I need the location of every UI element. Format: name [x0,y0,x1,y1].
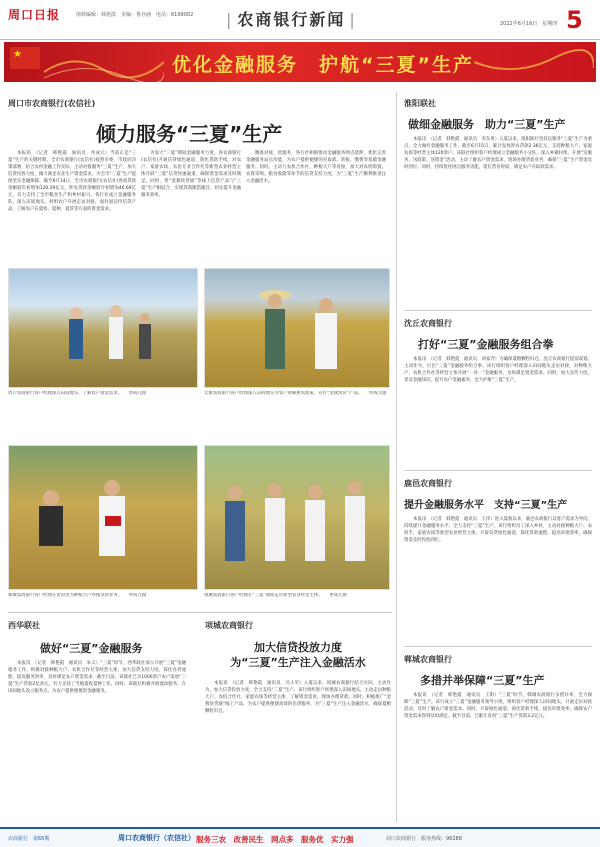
article2-title: 做细金融服务 助力“三夏”生产 [408,118,566,131]
article2-body: 本报讯 （记者 韩艳霞 通讯员 李东勇）入夏以来，淮阳联社坚持以服务“三夏”生产为重点，全力做好金融服务工作。截至6月15日，累计发放涉农贷款2.36亿元，支持种粮大户、家庭农场等经营主体120余户。该联社组织客户经理成立金融服务小分队，深入乡镇村组，开展“送服务、送政策、送资金”活动，主动了解农户资金需求，现场办理贷款业务，确保“三夏”生产资金及时到位。同时，持续优化网点服务功能，延长营业时间，满足农户存取款需求。 [404,137,592,170]
section-title: | 农商银行新闻 | [226,7,357,30]
article7-body: 本报讯 （记者 韩艳霞 通讯员 王阳）“三夏”时节，郸城农商银行多措并举，全力保障“三夏”生产。该行成立“三夏”金融服务领导小组，组织客户经理深入田间地头，开展走访对接活动，及时了解农户资金需求。同时，开辟绿色通道，简化贷款手续，提高审批效率，确保农户资金需求得到及时满足。截至目前，已累计发放“三夏”生产贷款3.2亿元。 [404,693,592,719]
column-divider [396,92,397,822]
article3-title: 打好“三夏”金融服务组合拳 [418,338,554,351]
divider-right1 [404,310,592,311]
article1-photo4 [204,445,390,590]
footer-hotline: 周口农商银行 服务热线：96288 [386,836,462,842]
topic-banner [4,42,596,82]
article3-bank: 沈丘农商银行 [404,319,452,328]
party-flag-icon: ★ [10,47,40,69]
article6-bank: 项城农商银行 [205,621,253,630]
page-header [0,0,600,40]
footer-bank-logo: 周口农商银行（农信社） [118,834,195,842]
article1-photo3 [8,445,198,590]
issue-date: 2022年6月16日 星期四 [500,21,558,27]
banner-headline: 优化金融服务 护航“三夏”生产 [172,54,474,76]
article1-bank: 周口市农商银行(农信社) [8,99,96,108]
article6-title: 加大信贷投放力度 为“三夏”生产注入金融活水 [230,641,366,669]
article1-caption4: 项城农商银行客户经理在“三夏”期间走访新型农业经营主体。 单成元摄 [204,593,347,598]
article5-bank: 西华联社 [8,621,40,630]
article1-photo2 [204,268,390,388]
newspaper-logo: 周口日报 [8,8,61,22]
banner-decoration-right [474,42,594,82]
article6-body: 本报讯 （记者 韩艳霞 通讯员 冯小军）入夏以来，项城农商银行结合实际，主动作为，加大信贷投放力度，全力支持“三夏”生产。该行组织客户经理深入田间地头，主动走访种粮大户、农机合作社、家庭农场等经营主体，了解资金需求，现场办理贷款。同时，积极推广“金燕快贷通”线上产品，为农户提供便捷高效的信贷服务，为“三夏”生产注入金融活水，确保夏粮颗粒归仓。 [205,681,391,714]
article1-caption1: 周口农商银行客户经理深入田间地头，了解农户资金需求。 单成元摄 [8,391,147,396]
article1-caption3: 郸城农商银行客户经理在麦田里为种粮大户办理贷款业务。 单成元摄 [8,593,147,598]
article4-title: 提升金融服务水平 支持“三夏”生产 [404,500,568,511]
article4-body: 本报讯 （记者 韩艳霞 通讯员 王洋）进入夏收以来，鹿邑农商银行以客户需求为导向，持续提升金融服务水平，全力支持“三夏”生产。该行组织员工深入乡村，主动对接种粮大户、农机手、家庭农场等新型农业经营主体，开辟信贷绿色通道，简化贷款流程，提高审批效率，确保资金及时投放到位。 [404,517,592,543]
article1-body-col1: 本报讯 （记者 韩艳霞 通讯员 单成元）当前正是“三夏”生产的关键时期，全市农商银行(农信社)按照市委、市政府决策部署，结合农村金融工作实际，主动对接服务“三夏”生产，加大信贷投放力度，倾力满足农业生产资金需求，为全市“三夏”生产提供坚实金融保障。截至6月14日，全市农商银行(农信社)各项贷款余额较年初增加120.29亿元，涉农贷款余额较年初增加46.69亿元，有力支持了全市粮食生产和乡村振兴。各行社成立金融服务队，深入田间地头、村组农户开展走访对接，面对面宣传信贷产品，了解农户在夏收、夏种、夏管等方面的资金需求。 [8,151,136,212]
article5-body: 本报讯 （记者 韩艳霞 通讯员 朱义）“三夏”时节，西华联社深入开展“三夏”金融服务工作，积极对接种粮大户、农机合作社等经营主体，加大信贷支持力度，简化办贷流程，提高服务效率，及时满足农户资金需求。截至目前，该联社已为1000余户农户发放“三夏”生产贷款2亿余元，有力支持了当地夏收夏种工作。同时，该联社积极开展流动服务，在田间地头设立服务点，为农户提供便捷的金融服务。 [8,661,186,694]
divider-right3 [404,646,592,647]
editor-meta: 值班编辑：韩艳霞 美编：鲁亦涵 电话：6199002 [76,12,194,18]
banner-decoration [44,42,164,82]
page-footer [0,827,600,847]
article2-bank: 淮阳联社 [404,99,436,108]
article1-photo1 [8,268,198,388]
article1-caption2: 太康农商银行客户经理深入田间地头为农户讲解惠农政策，宣传“金燕快贷”产品。 单成元摄 [204,391,387,396]
article1-body-col2: 为加大“三夏”期间金融服务力度，各农商银行(农信社)开通信贷绿色通道，简化贷款手续，对农户、家庭农场、农民专业合作社等新型农业经营主体开辟“三夏”信贷快速通道，确保资金需求及时满足。同时，将“金燕快贷通”等线上信贷产品与“三夏”生产相结合，实现贷款随借随还，切实提升金融服务效率。 [141,151,241,198]
article3-body: 本报讯 （记者 韩艳霞 通讯员 刘家齐）为确保夏粮颗粒归仓，沈丘农商银行提前谋划、主动作为，打出“三夏”金融服务组合拳。该行组织客户经理深入田间地头走访对接，对种粮大户、农机合作社等经营主体开展“一对一”金融服务，及时满足资金需求。同时，加大宣传力度，普及金融知识，提升农户金融素养，全力护航“三夏”生产。 [404,357,592,383]
article4-bank: 鹿邑农商银行 [404,479,452,488]
article7-bank: 郸城农商银行 [404,655,452,664]
divider-left [8,612,392,613]
page-number: 5 [566,6,583,34]
article5-title: 做好“三夏”金融服务 [40,642,143,655]
footer-issue: 农商银行 第65期 [8,836,50,842]
divider-right2 [404,470,592,471]
article1-title: 倾力服务“三夏”生产 [96,122,283,146]
footer-slogan: 服务三农 改善民生 网点多 服务优 实力强 [196,835,354,844]
article1-body-col3: 精准对接，优服务。各行社积极推动金融服务网点延伸，优化完善金融服务站点功能，为农户提供便捷的存取款、转账、缴费等基础金融服务。同时，主动与农机合作社、种粮大户等对接，加大对农机购置、农资采购、粮食收储等环节的信贷支持力度，为“三夏”生产顺利推进注入金融活水。 [246,151,386,184]
article7-title: 多措并举保障“三夏”生产 [420,674,545,687]
